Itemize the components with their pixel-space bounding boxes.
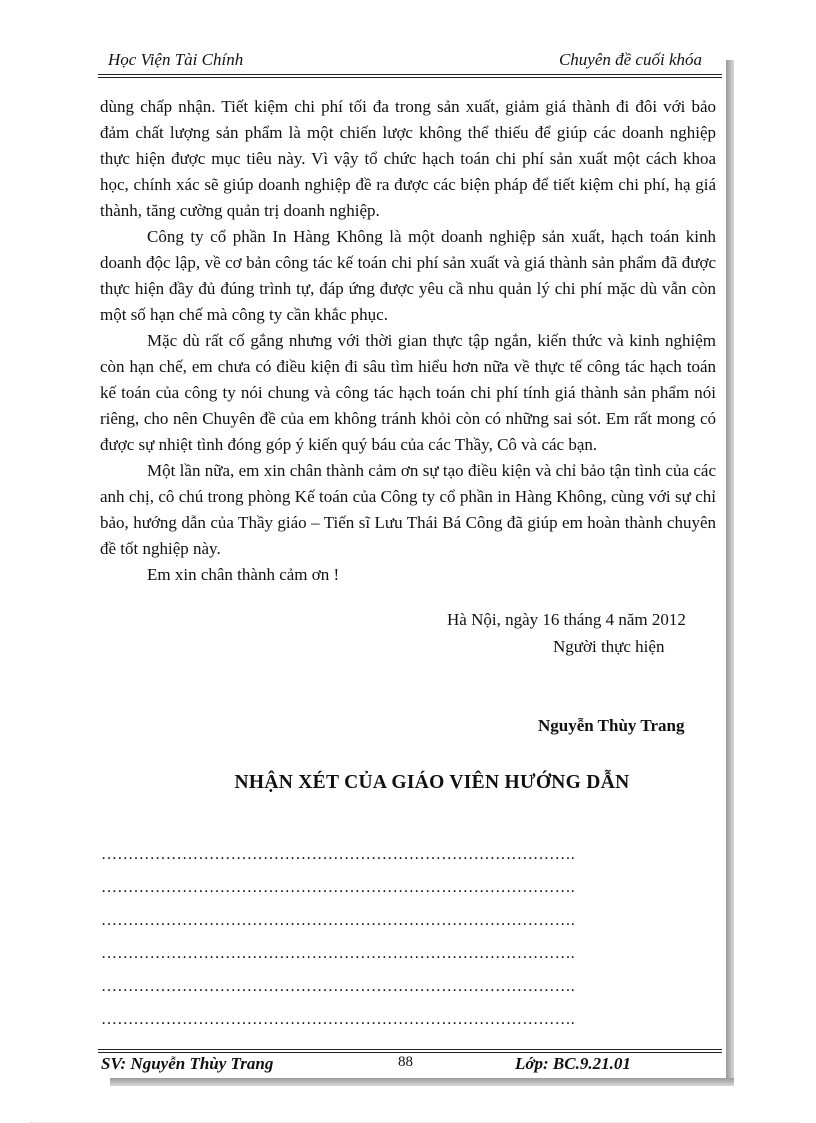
comment-line: ……………………………………………………………………………. [101, 912, 575, 929]
signature-role: Người thực hiện [553, 637, 665, 656]
section-title: NHẬN XÉT CỦA GIÁO VIÊN HƯỚNG DẪN [234, 772, 630, 793]
comment-line: ……………………………………………………………………………. [101, 978, 575, 995]
signature-date: Hà Nội, ngày 16 tháng 4 năm 2012 [447, 610, 686, 629]
signature-name: Nguyễn Thùy Trang [538, 716, 685, 735]
paragraph-4: Một lần nữa, em xin chân thành cảm ơn sự tạo điều kiện và chỉ bảo tận tình của các anh chị, cô chú trong phòng Kế toán của Công ty cổ phần in Hàng Không, cùng với sự chỉ bảo, hướng dẫn của Thầy giáo – Tiến sĩ Lưu Thái Bá Công đã giúp em hoàn thành chuyên đề tốt nghiệp này. [100, 461, 716, 558]
paragraph-1: dùng chấp nhận. Tiết kiệm chi phí tối đa trong sản xuất, giảm giá thành đi đôi với bảo đảm chất lượng sản phẩm là một chiến lược không thể thiếu để giúp các doanh nghiệp thực hiện được mục tiêu này. Vì vậy tổ chức hạch toán chi phí sản xuất một cách khoa học, chính xác sẽ giúp doanh nghiệp đề ra được các biện pháp để tiết kiệm chi phí, hạ giá thành, tăng cường quản trị doanh nghiệp. [100, 97, 716, 220]
page-shadow-right [726, 60, 734, 1080]
footer-class: Lớp: BC.9.21.01 [515, 1054, 631, 1073]
paragraph-2: Công ty cổ phần In Hàng Không là một doanh nghiệp sản xuất, hạch toán kinh doanh độc lập, về cơ bản công tác kế toán chi phí sản xuất và giá thành sản phẩm đã được thực hiện đầy đủ đúng trình tự, đáp ứng được yêu cầ nhu quản lý chi phí mặc dù vẫn còn một số hạn chế mà công ty cần khắc phục. [100, 227, 716, 324]
comment-line: ……………………………………………………………………………. [101, 846, 575, 863]
page-header [98, 48, 722, 72]
page-shadow-bottom [110, 1078, 734, 1086]
page-number: 88 [398, 1054, 413, 1070]
footer-student: SV: Nguyễn Thùy Trang [101, 1054, 274, 1073]
document-body [100, 94, 716, 588]
footer-rule [98, 1049, 722, 1053]
paragraph-5: Em xin chân thành cảm ơn ! [147, 565, 340, 584]
comment-line: ……………………………………………………………………………. [101, 1011, 575, 1028]
header-rule [98, 74, 722, 78]
comment-line: ……………………………………………………………………………. [101, 945, 575, 962]
paragraph-3: Mặc dù rất cố gắng nhưng với thời gian thực tập ngắn, kiến thức và kinh nghiệm còn hạn chế, em chưa có điều kiện đi sâu tìm hiểu hơn nữa về thực tế công tác hạch toán kế toán của công ty nói chung và công tác hạch toán chi phí tính giá thành sản phẩm nói riêng, cho nên Chuyên đề của em không tránh khỏi còn có những sai sót. Em rất mong có được sự nhiệt tình đóng góp ý kiến quý báu của các Thầy, Cô và các bạn. [100, 331, 716, 454]
header-institution: Học Viện Tài Chính [108, 50, 244, 69]
comment-line: ……………………………………………………………………………. [101, 879, 575, 896]
header-document-type: Chuyên đề cuối khóa [558, 50, 702, 69]
